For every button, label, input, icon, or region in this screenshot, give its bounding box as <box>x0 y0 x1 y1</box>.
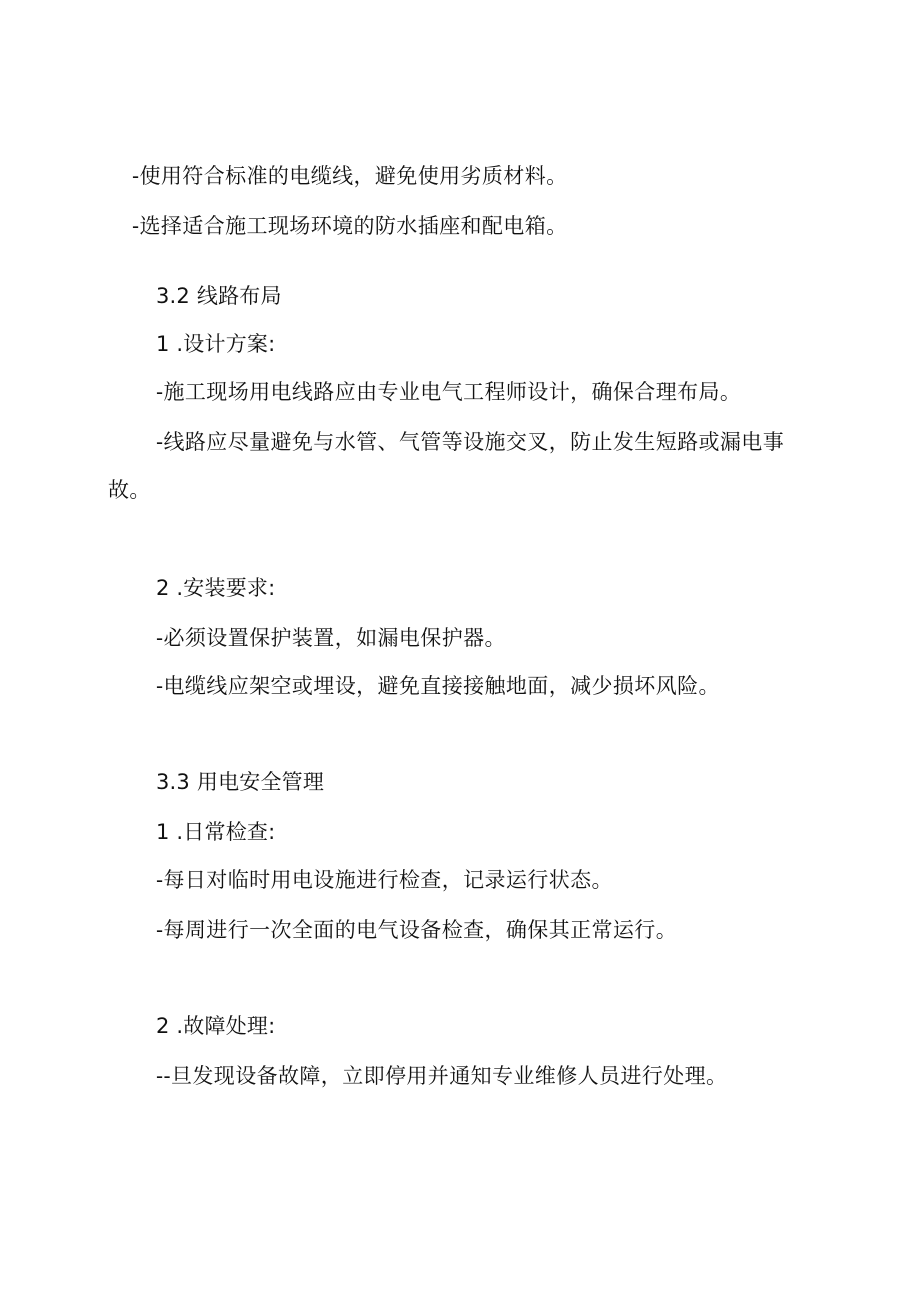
paragraph-line: -电缆线应架空或埋设，避免直接接触地面，减少损坏风险。 <box>156 674 720 698</box>
paragraph-line: -每周进行一次全面的电气设备检查，确保其正常运行。 <box>156 918 678 942</box>
paragraph-line: -选择适合施工现场环境的防水插座和配电箱。 <box>132 214 568 238</box>
section-heading-3-2: 3.2 线路布局 <box>156 284 282 308</box>
paragraph-line: -施工现场用电线路应由专业电气工程师设计，确保合理布局。 <box>156 380 742 404</box>
subheading-daily-inspection: 1 .日常检查: <box>156 820 276 844</box>
subheading-design-plan: 1 .设计方案: <box>156 332 276 356</box>
paragraph-line: -线路应尽量避免与水管、气管等设施交叉，防止发生短路或漏电事 <box>156 430 785 454</box>
paragraph-line: -使用符合标准的电缆线，避免使用劣质材料。 <box>132 164 568 188</box>
section-heading-3-3: 3.3 用电安全管理 <box>156 770 325 794</box>
paragraph-line: -必须设置保护装置，如漏电保护器。 <box>156 626 506 650</box>
subheading-fault-handling: 2 .故障处理: <box>156 1014 276 1038</box>
paragraph-line: -每日对临时用电设施进行检查，记录运行状态。 <box>156 868 613 892</box>
subheading-install-requirements: 2 .安装要求: <box>156 576 276 600</box>
paragraph-line: --旦发现设备故障，立即停用并通知专业维修人员进行处理。 <box>156 1064 728 1088</box>
paragraph-line: 故。 <box>108 478 151 502</box>
